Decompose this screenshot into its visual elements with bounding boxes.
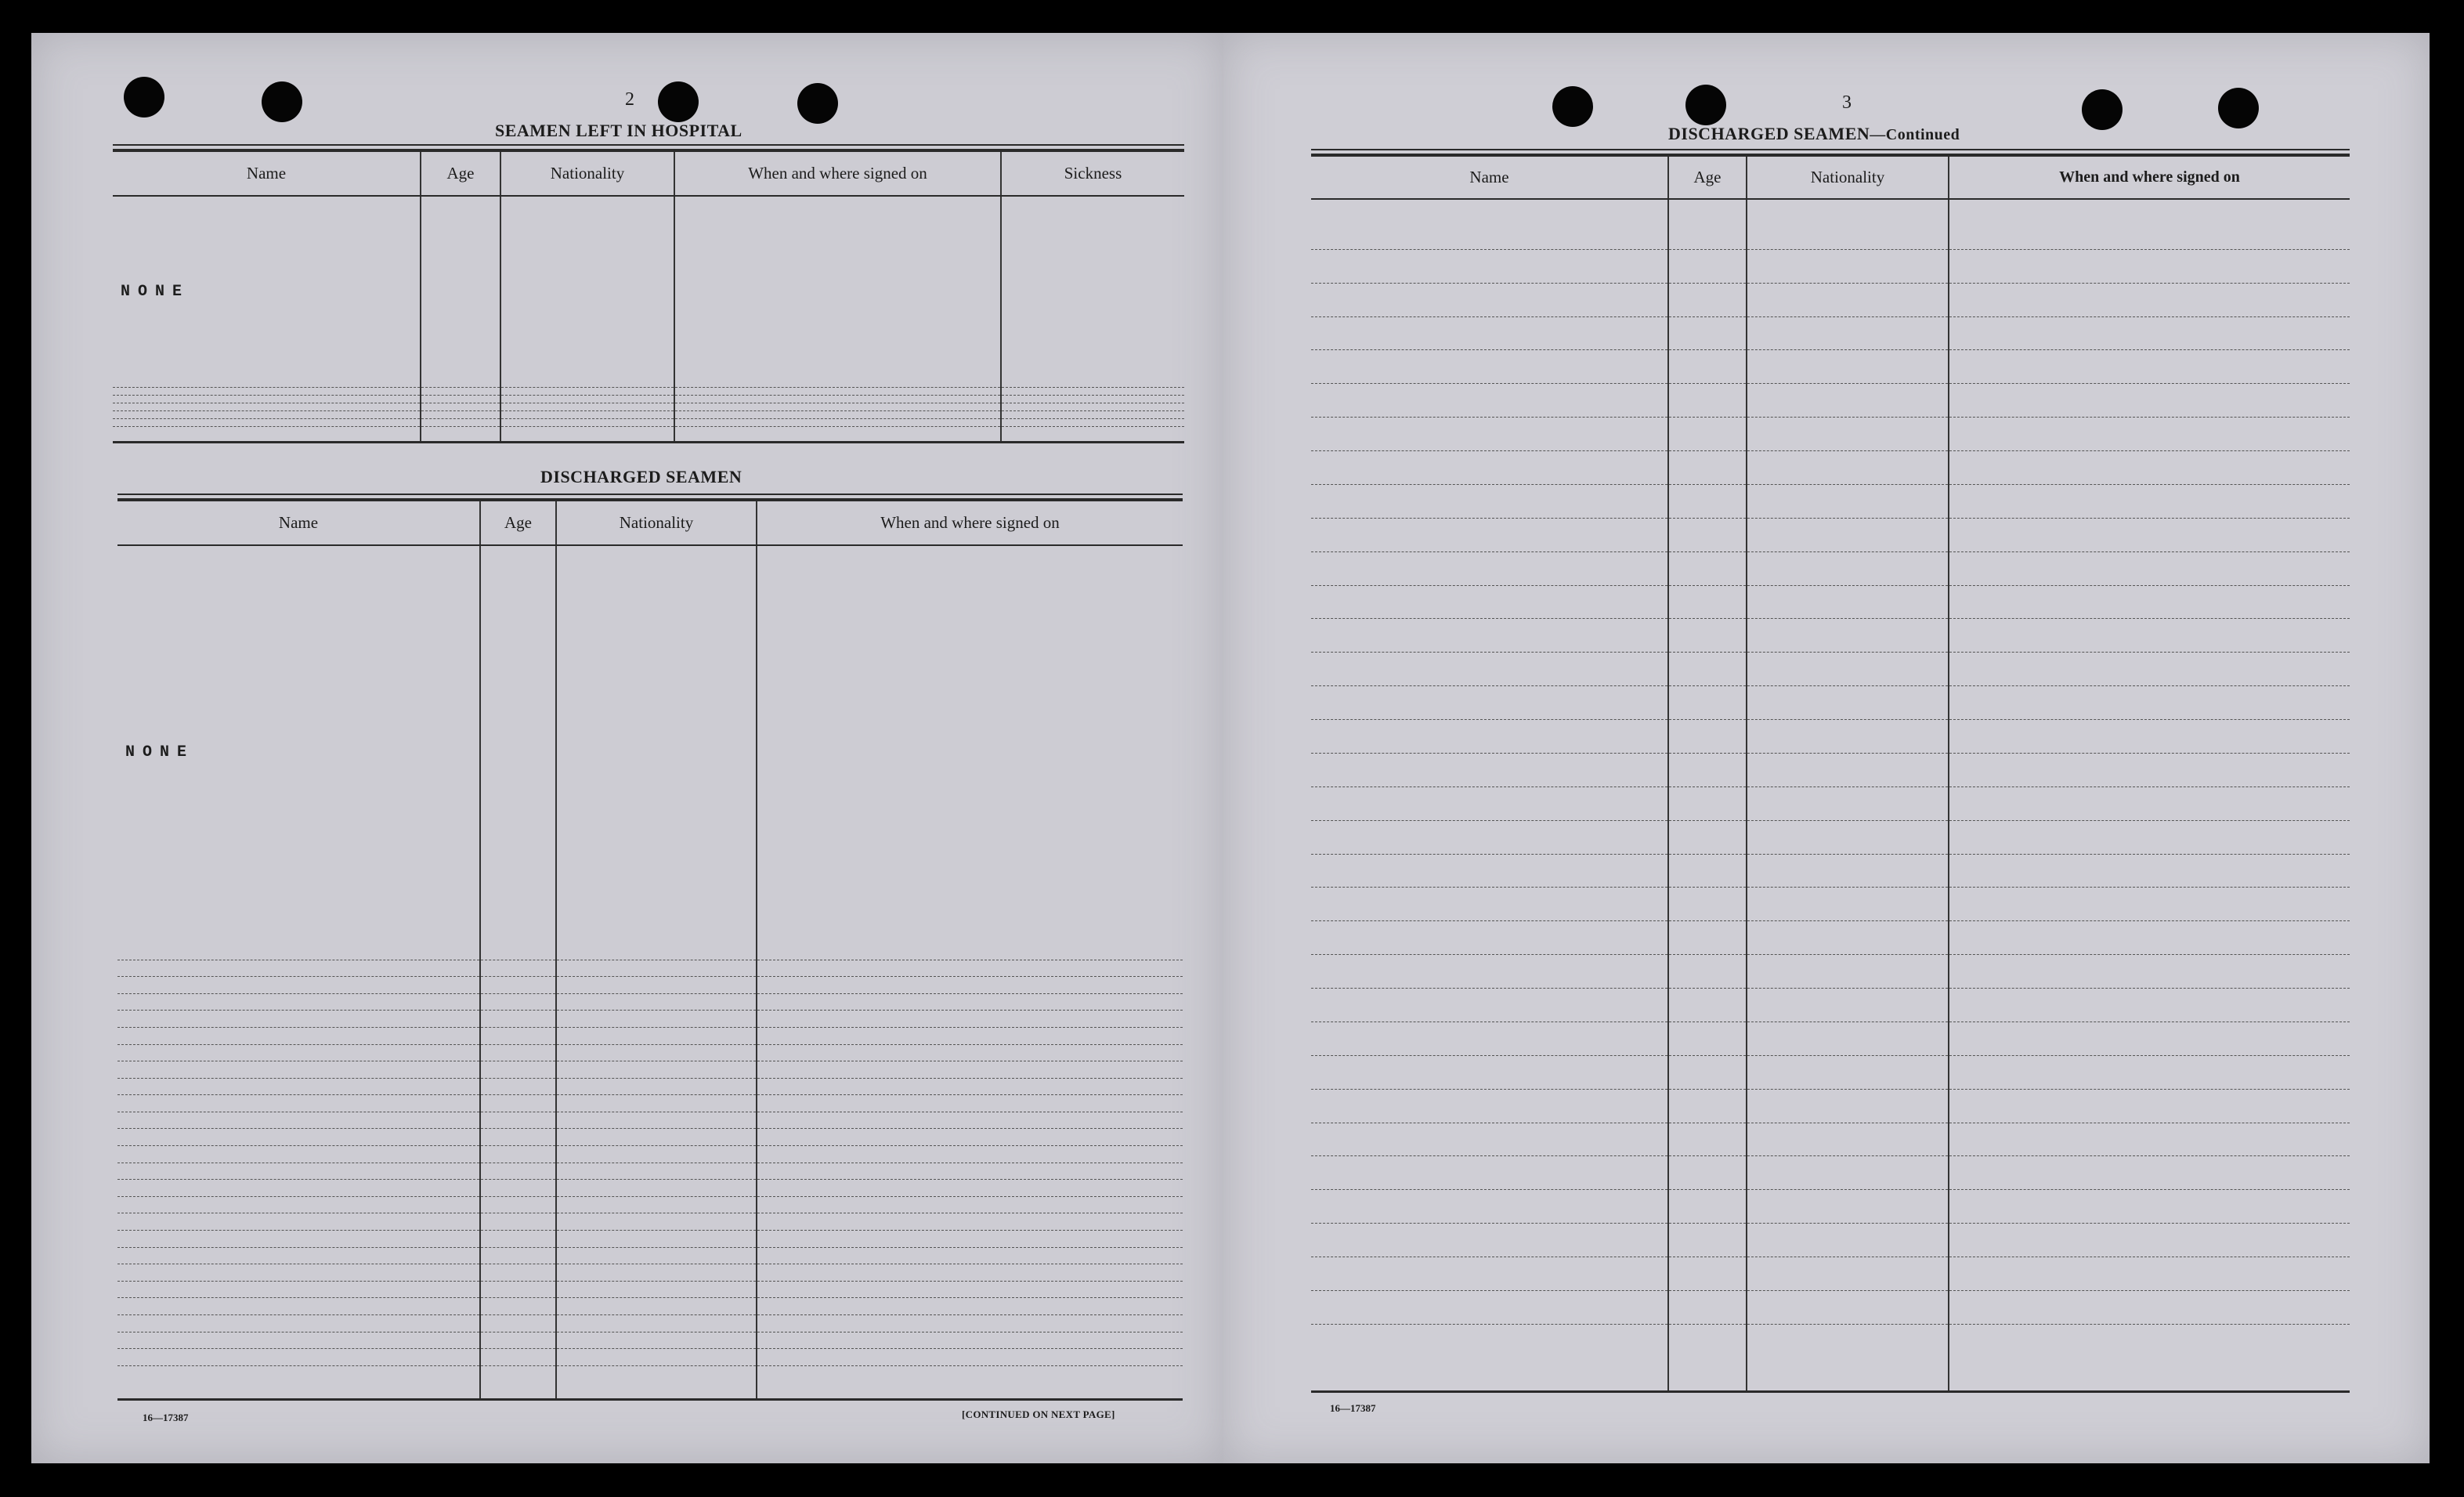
discharged-table-body	[117, 545, 1183, 1400]
section-title-suffix: —Continued	[1870, 126, 1960, 143]
column-header-name: Name	[1311, 155, 1668, 199]
table-row	[117, 1264, 1183, 1282]
table-row	[1311, 820, 2350, 854]
table-row	[1311, 1290, 2350, 1324]
punch-hole	[2218, 88, 2259, 128]
table-row	[117, 1061, 1183, 1079]
double-rule	[117, 494, 1183, 495]
punch-hole	[1685, 85, 1726, 125]
discharged-section-title: DISCHARGED SEAMEN	[540, 467, 742, 486]
punch-hole	[797, 83, 838, 124]
continued-note: [CONTINUED ON NEXT PAGE]	[962, 1408, 1115, 1420]
table-row	[1311, 418, 2350, 451]
table-row	[117, 1146, 1183, 1163]
table-row	[117, 977, 1183, 994]
column-header-nationality: Nationality	[500, 150, 674, 196]
table-row	[117, 1078, 1183, 1095]
table-row	[1311, 1055, 2350, 1089]
table-row	[113, 388, 1184, 396]
table-row	[113, 396, 1184, 403]
table-row	[117, 545, 1183, 960]
table-row	[117, 1112, 1183, 1129]
table-row	[117, 1281, 1183, 1298]
table-row	[117, 1180, 1183, 1197]
double-rule	[113, 144, 1184, 146]
table-row	[1311, 1224, 2350, 1257]
table-row	[113, 411, 1184, 419]
page-number: 3	[1842, 92, 1852, 113]
form-code: 16—17387	[1330, 1402, 1376, 1414]
hospital-table	[113, 149, 1184, 443]
table-row	[117, 1349, 1183, 1366]
hospital-table-body	[113, 196, 1184, 443]
table-row	[1311, 551, 2350, 585]
punch-hole	[262, 81, 302, 122]
table-row	[1311, 921, 2350, 955]
table-row	[1311, 786, 2350, 820]
table-row	[113, 426, 1184, 442]
table-row	[117, 1095, 1183, 1112]
table-row	[117, 1332, 1183, 1349]
table-row	[1311, 316, 2350, 350]
table-row	[117, 1247, 1183, 1264]
table-row	[1311, 720, 2350, 754]
table-row	[1311, 955, 2350, 989]
column-header-signed-on: When and where signed on	[757, 500, 1183, 545]
discharged-continued-title	[1668, 124, 1960, 144]
column-header-age: Age	[421, 150, 500, 196]
column-header-signed-on: When and where signed on	[674, 150, 1001, 196]
discharged-continued-table	[1311, 154, 2350, 1393]
punch-hole	[2082, 89, 2123, 130]
column-header-age: Age	[1668, 155, 1747, 199]
table-row	[1311, 249, 2350, 283]
column-header-sickness: Sickness	[1001, 150, 1184, 196]
table-row	[1311, 854, 2350, 888]
table-row	[1311, 451, 2350, 485]
table-row	[1311, 518, 2350, 551]
column-header-age: Age	[480, 500, 556, 545]
table-row	[1311, 619, 2350, 653]
column-header-nationality: Nationality	[1747, 155, 1949, 199]
table-row	[117, 1365, 1183, 1399]
table-row	[117, 1315, 1183, 1332]
table-row	[1311, 1324, 2350, 1391]
table-row	[1311, 384, 2350, 418]
page-number: 2	[625, 89, 634, 110]
table-row	[117, 1298, 1183, 1315]
table-row	[113, 418, 1184, 426]
column-header-signed-on: When and where signed on	[1949, 155, 2350, 199]
table-row	[1311, 888, 2350, 921]
table-row	[1311, 484, 2350, 518]
table-row	[1311, 1123, 2350, 1156]
table-row	[117, 1231, 1183, 1248]
table-row	[117, 1129, 1183, 1146]
table-row	[1311, 199, 2350, 249]
table-row	[117, 993, 1183, 1011]
table-row	[113, 403, 1184, 411]
form-code: 16—17387	[143, 1412, 189, 1423]
table-row	[113, 196, 1184, 388]
discharged-entry: NONE	[117, 545, 480, 960]
table-row	[117, 960, 1183, 977]
table-row	[117, 1196, 1183, 1213]
table-row	[1311, 1022, 2350, 1055]
table-row	[1311, 1257, 2350, 1291]
table-row	[1311, 1190, 2350, 1224]
table-row	[1311, 989, 2350, 1022]
hospital-entry: NONE	[113, 196, 421, 388]
table-row	[1311, 1156, 2350, 1190]
discharged-table	[117, 498, 1183, 1401]
table-row	[1311, 283, 2350, 316]
section-title-main: DISCHARGED SEAMEN	[1668, 124, 1870, 143]
table-row	[117, 1044, 1183, 1061]
table-row	[1311, 585, 2350, 619]
table-row	[117, 1027, 1183, 1044]
table-row	[1311, 686, 2350, 720]
column-header-nationality: Nationality	[556, 500, 757, 545]
table-row	[1311, 1089, 2350, 1123]
table-row	[1311, 753, 2350, 786]
table-row	[1311, 350, 2350, 384]
punch-hole	[658, 81, 699, 122]
double-rule	[1311, 149, 2350, 150]
column-header-name: Name	[113, 150, 421, 196]
left-page	[31, 33, 1223, 1463]
discharged-continued-table-body	[1311, 199, 2350, 1392]
right-page	[1223, 33, 2430, 1463]
table-row	[117, 1163, 1183, 1180]
hospital-section-title: SEAMEN LEFT IN HOSPITAL	[495, 121, 742, 140]
column-header-name: Name	[117, 500, 480, 545]
punch-hole	[124, 77, 164, 118]
table-row	[1311, 653, 2350, 686]
table-row	[117, 1011, 1183, 1028]
punch-hole	[1552, 86, 1593, 127]
table-row	[117, 1213, 1183, 1231]
